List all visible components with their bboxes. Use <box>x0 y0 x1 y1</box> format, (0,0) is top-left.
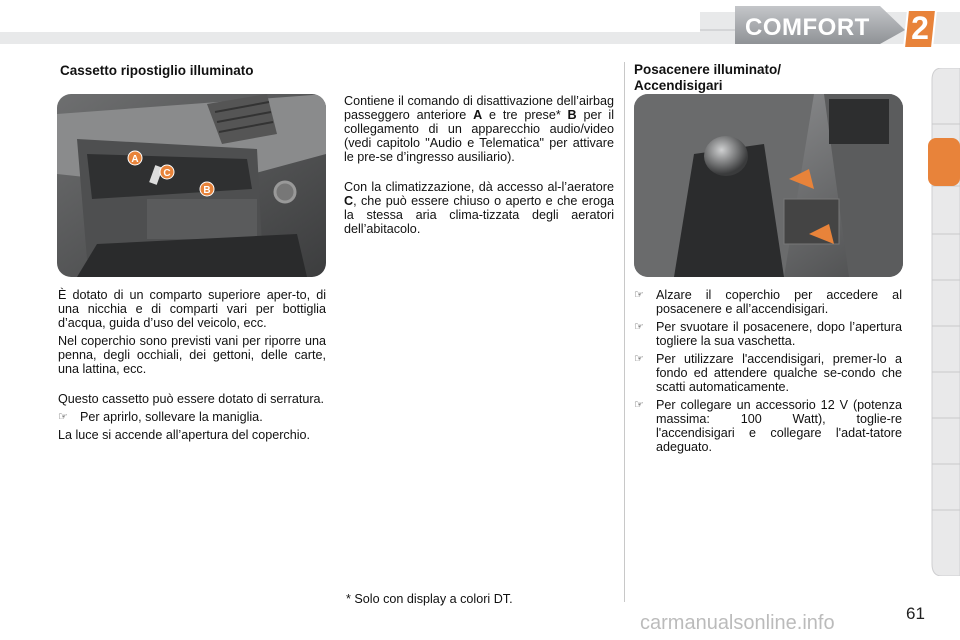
photo-label-b: B <box>203 185 211 196</box>
glovebox-p2: Nel coperchio sono previsti vani per riporre una penna, degli occhiali, dei gettoni, delle carte, una lattina, ecc. <box>58 334 326 376</box>
column-divider <box>624 62 625 602</box>
photo-label-c: C <box>163 168 171 179</box>
hand-pointer-icon: ☞ <box>634 353 644 365</box>
hand-pointer-icon: ☞ <box>634 321 644 333</box>
middle-p1: Contiene il comando di disattivazione dell’airbag passeggero anteriore A e tre prese* B per il collegamento di un apparecchio audio/video (vedi capitolo "Audio e Telematica" per attivare le pre-se d’ingresso ausiliario). <box>344 94 615 164</box>
page-number: 61 <box>906 604 925 623</box>
ashtray-text <box>634 288 902 454</box>
ashtray-bullet-1: ☞ Alzare il coperchio per accedere al posacenere e all’accendisigari. <box>634 288 902 316</box>
ashtray-heading: Posacenere illuminato/ Accendisigari <box>634 62 782 93</box>
footnote: * Solo con display a colori DT. <box>346 592 513 606</box>
middle-text <box>344 94 614 236</box>
glovebox-heading: Cassetto ripostiglio illuminato <box>60 63 254 78</box>
glovebox-p4: La luce si accende all’apertura del coperchio. <box>58 428 311 442</box>
ashtray-bullet-3: ☞ Per utilizzare l'accendisigari, premer-lo a fondo ed attendere qualche se-condo che scatti automaticamente. <box>634 352 902 394</box>
ashtray-bullet-2: ☞ Per svuotare il posacenere, dopo l’apertura togliere la sua vaschetta. <box>634 320 902 348</box>
photo-label-a: A <box>131 154 139 165</box>
hand-pointer-icon: ☞ <box>634 399 644 411</box>
hand-pointer-icon: ☞ <box>634 289 644 301</box>
ashtray-photo <box>634 94 903 277</box>
chapter-title: COMFORT <box>745 14 870 41</box>
glovebox-p1: È dotato di un comparto superiore aper-to, di una nicchia e di comparti vari per bottiglia d’acqua, guida d’uso del veicolo, ecc. <box>58 288 326 330</box>
chapter-side-tabs[interactable] <box>928 68 960 576</box>
glovebox-photo <box>57 94 326 277</box>
hand-pointer-icon: ☞ <box>58 411 68 423</box>
glovebox-text <box>58 288 326 442</box>
ashtray-bullet-4: ☞ Per collegare un accessorio 12 V (potenza massima: 100 Watt), toglie-re l'accendisigari e collegare l'adat-tatore adeguato. <box>634 398 902 454</box>
glovebox-p3: Questo cassetto può essere dotato di serratura. <box>58 392 325 406</box>
watermark: carmanualsonline.info <box>640 612 835 634</box>
glovebox-bullet: Per aprirlo, sollevare la maniglia. <box>80 410 263 424</box>
chapter-number: 2 <box>911 10 929 46</box>
middle-p2: Con la climatizzazione, dà accesso al-l’aeratore C, che può essere chiuso o aperto e che eroga la stessa aria clima-tizzata degli aeratori dell’abitacolo. <box>344 180 614 236</box>
active-tab <box>928 138 960 186</box>
